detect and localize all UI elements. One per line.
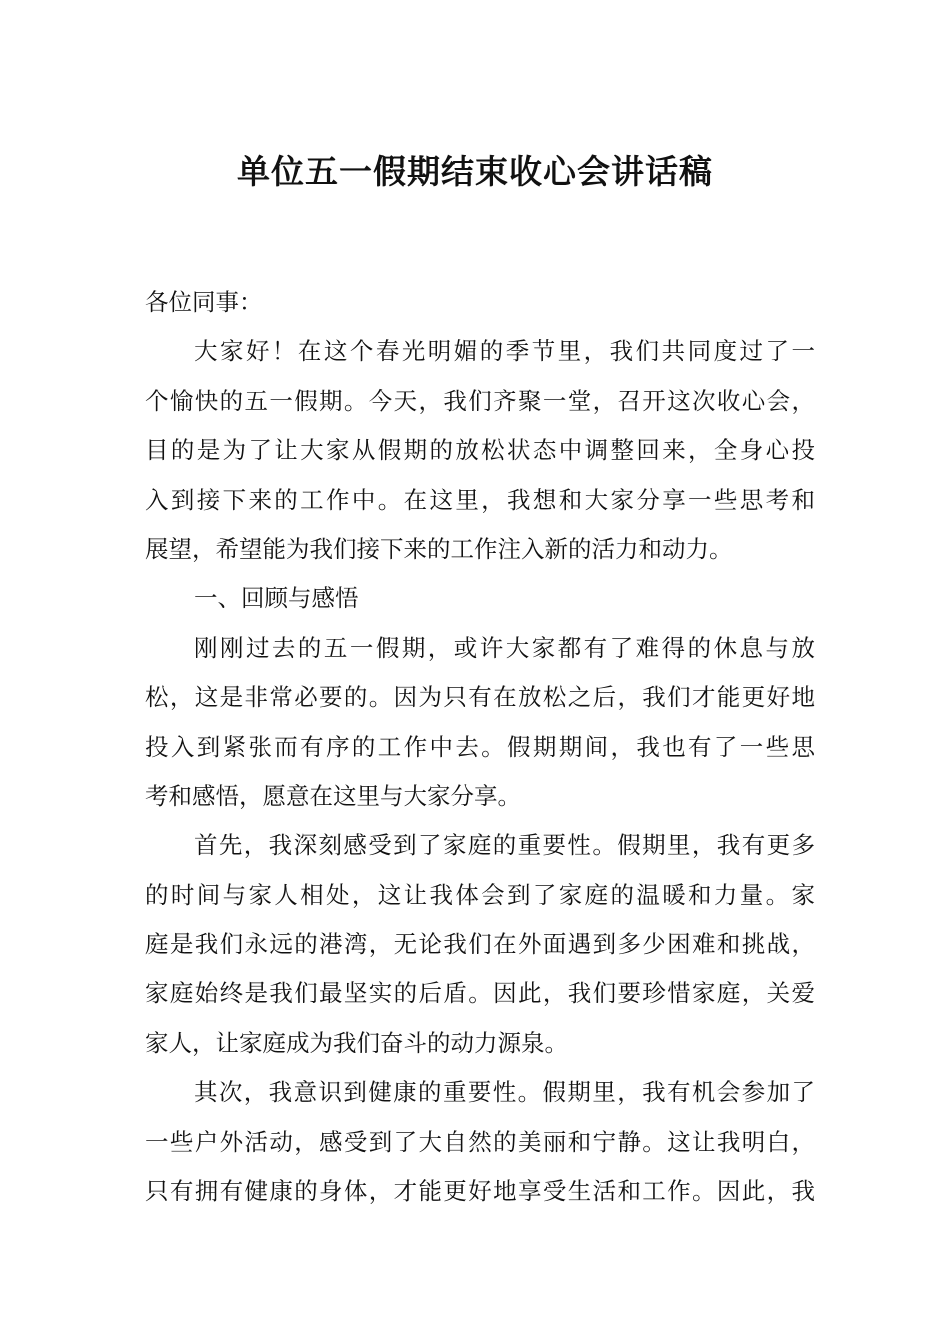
text-line: 首先，我深刻感受到了家庭的重要性。假期里，我有更多 xyxy=(194,831,815,860)
text-line: 一些户外活动，感受到了大自然的美丽和宁静。这让我明白， xyxy=(145,1127,815,1156)
text-line: 松，这是非常必要的。因为只有在放松之后，我们才能更好地 xyxy=(145,683,815,712)
text-line: 入到接下来的工作中。在这里，我想和大家分享一些思考和 xyxy=(145,485,815,514)
text-line: 考和感悟，愿意在这里与大家分享。 xyxy=(145,781,521,810)
text-line: 其次，我意识到健康的重要性。假期里，我有机会参加了 xyxy=(194,1078,815,1107)
document-body xyxy=(145,285,815,1223)
text-line: 目的是为了让大家从假期的放松状态中调整回来，全身心投 xyxy=(145,436,815,465)
text-line: 个愉快的五一假期。今天，我们齐聚一堂，召开这次收心会， xyxy=(145,386,815,415)
text-line: 的时间与家人相处，这让我体会到了家庭的温暖和力量。家 xyxy=(145,880,815,909)
text-line: 家人，让家庭成为我们奋斗的动力源泉。 xyxy=(145,1028,568,1057)
document-title: 单位五一假期结束收心会讲话稿 xyxy=(237,152,713,191)
text-line: 大家好！在这个春光明媚的季节里，我们共同度过了一 xyxy=(194,337,815,366)
text-line: 庭是我们永远的港湾，无论我们在外面遇到多少困难和挑战， xyxy=(145,930,815,959)
text-line: 刚刚过去的五一假期，或许大家都有了难得的休息与放 xyxy=(194,633,815,662)
text-line: 展望，希望能为我们接下来的工作注入新的活力和动力。 xyxy=(145,534,733,563)
text-line: 只有拥有健康的身体，才能更好地享受生活和工作。因此，我 xyxy=(145,1177,815,1206)
text-line: 家庭始终是我们最坚实的后盾。因此，我们要珍惜家庭，关爱 xyxy=(145,979,815,1008)
text-line: 投入到紧张而有序的工作中去。假期期间，我也有了一些思 xyxy=(145,732,815,761)
text-line: 一、回顾与感悟 xyxy=(194,584,359,613)
text-line: 各位同事： xyxy=(145,288,263,316)
